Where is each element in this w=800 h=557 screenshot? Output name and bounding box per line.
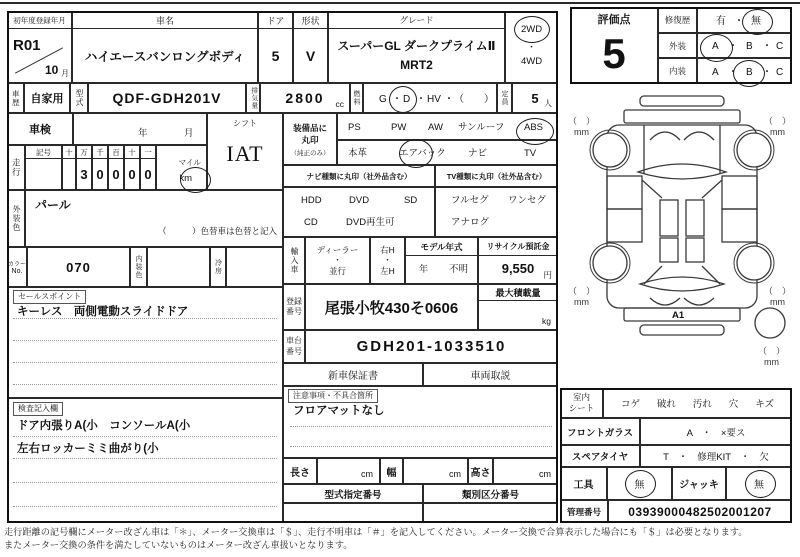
windshield bbox=[638, 164, 726, 179]
repair-history-label: 修復歴 bbox=[658, 7, 697, 33]
max-load-label: 最大積載量 bbox=[479, 285, 557, 301]
height-unit: cm bbox=[539, 469, 551, 479]
chassis-label-line2: 番号 bbox=[286, 346, 302, 356]
door-value: 5 bbox=[271, 47, 280, 64]
exterior-color-cell bbox=[25, 190, 283, 247]
int-b: B bbox=[746, 67, 753, 78]
seat-box-right bbox=[686, 200, 704, 236]
ext-b: B bbox=[746, 41, 753, 52]
fuel-hybrid: HV bbox=[427, 94, 441, 105]
chassis-label-line1: 車台 bbox=[286, 336, 302, 346]
sales-point-text: キーレス 両側電動スライドドア bbox=[17, 306, 189, 318]
rear-arcs bbox=[650, 298, 714, 305]
front-seat-arcs bbox=[650, 132, 714, 140]
ruled-line bbox=[13, 436, 277, 437]
wheel-rear-left bbox=[593, 246, 627, 280]
mm-paren-tr: （ ） bbox=[764, 116, 792, 126]
type-designation-value bbox=[283, 503, 423, 523]
km-label: km bbox=[179, 173, 192, 184]
shaken-year-label: 年 bbox=[138, 127, 148, 139]
displacement-unit: cc bbox=[335, 98, 344, 109]
mm-paren-br: （ ） bbox=[764, 286, 792, 296]
mm-paren-spare: （ ） bbox=[758, 346, 786, 356]
interior-grade-label: 内装 bbox=[658, 58, 697, 84]
int-dot1: ・ bbox=[728, 67, 738, 78]
digit-header: 十 bbox=[63, 146, 75, 159]
capacity-unit: 人 bbox=[544, 99, 552, 108]
max-load-cell bbox=[478, 284, 558, 330]
handle-cell bbox=[370, 237, 405, 284]
jack-label: ジャッキ bbox=[672, 467, 726, 500]
equip-ps: PS bbox=[348, 122, 361, 133]
score-cell bbox=[570, 7, 658, 84]
tv-type-header: TV種類に丸印（社外品含む） bbox=[435, 165, 558, 187]
left-panel-lower bbox=[607, 209, 642, 242]
grade-value-line1: スーパーGL ダークプライムⅡ bbox=[337, 38, 496, 53]
registration-no-label bbox=[283, 284, 305, 330]
import-dot: ・ bbox=[333, 255, 342, 266]
wheel-front-left bbox=[593, 133, 627, 167]
color-label-line1: カラー bbox=[8, 262, 27, 268]
grade-cell bbox=[328, 11, 505, 83]
displacement-label: 排気量 bbox=[246, 83, 260, 113]
digit-value: 0 bbox=[112, 166, 120, 182]
roof-bar bbox=[640, 96, 724, 106]
circle-mark-exterior-a bbox=[700, 34, 733, 62]
car-name-label: 車名 bbox=[73, 12, 257, 29]
shaken-label: 車検 bbox=[7, 113, 73, 145]
navi-dvd: DVD bbox=[349, 195, 370, 206]
ext-c: C bbox=[776, 41, 784, 52]
caution-text: フロアマットなし bbox=[293, 405, 385, 417]
ruled-line bbox=[13, 340, 277, 341]
ac-label: 冷房 bbox=[210, 247, 226, 287]
mileage-digit-col-100 bbox=[108, 145, 124, 190]
circle-mark-diesel bbox=[389, 86, 417, 113]
circle-mark-no-repair bbox=[742, 9, 773, 35]
right-panel-upper bbox=[722, 176, 757, 209]
circle-mark-interior-b bbox=[733, 60, 765, 87]
seat-label-cell bbox=[560, 388, 603, 418]
first-registration-cell bbox=[7, 11, 72, 83]
max-load-unit: kg bbox=[542, 315, 551, 326]
ruled-line bbox=[13, 458, 277, 459]
ruled-line bbox=[13, 318, 277, 319]
width-unit: cm bbox=[449, 469, 461, 479]
seat-box-left bbox=[660, 200, 678, 236]
circle-mark-abs bbox=[516, 118, 554, 145]
ruled-line bbox=[290, 446, 552, 447]
equip-abs: ABS bbox=[524, 122, 544, 133]
seat-item-scratch: キズ bbox=[755, 399, 775, 410]
seat-item-tear: 破れ bbox=[656, 399, 676, 410]
handle-left: 左H bbox=[380, 265, 395, 276]
mileage-symbol-label: 記号 bbox=[26, 146, 61, 159]
windshield-label: フロントガラス bbox=[560, 418, 640, 445]
wheel-rear-right bbox=[737, 246, 771, 280]
spare-tire bbox=[755, 308, 785, 338]
handle-right: 右H bbox=[380, 244, 395, 255]
digit-value: 0 bbox=[128, 166, 136, 182]
tv-type-items bbox=[435, 187, 558, 237]
equip-sunroof: サンルーフ bbox=[458, 122, 505, 133]
fuel-dot-1: ・ bbox=[392, 94, 402, 105]
car-name-cell bbox=[72, 11, 258, 83]
digit-header: 百 bbox=[109, 146, 123, 159]
seat-item-burn: コゲ bbox=[620, 399, 640, 410]
inspector-notes-block bbox=[7, 398, 283, 523]
capacity-cell bbox=[512, 83, 558, 113]
mgmt-no-label: 管理番号 bbox=[560, 500, 608, 523]
interior-lines-rear bbox=[644, 266, 720, 284]
length-label: 長さ bbox=[283, 458, 317, 484]
navi-hdd: HDD bbox=[301, 195, 322, 206]
repair-dot: ・ bbox=[734, 16, 744, 27]
tools-label: 工具 bbox=[560, 467, 607, 500]
shape-label: 形状 bbox=[294, 12, 327, 29]
caution-block bbox=[283, 386, 558, 458]
shape-value: V bbox=[305, 47, 316, 64]
int-c: C bbox=[776, 67, 784, 78]
equip-airbag: エアバック bbox=[399, 148, 446, 159]
mile-label: マイル bbox=[178, 158, 201, 167]
class-division-label: 類別区分番号 bbox=[423, 484, 558, 503]
drive-2wd: 2WD bbox=[520, 24, 543, 35]
shift-value: IAT bbox=[226, 141, 264, 166]
registration-no-value: 尾張小牧430そ0606 bbox=[305, 284, 478, 330]
shift-label: シフト bbox=[233, 118, 257, 128]
registration-month: 10 bbox=[45, 63, 59, 77]
rear-window bbox=[640, 277, 724, 291]
sales-point-block bbox=[7, 287, 283, 398]
color-no-label bbox=[7, 247, 27, 287]
mm-paren-bl: （ ） bbox=[568, 286, 596, 296]
seat-items-cell bbox=[603, 388, 792, 418]
circle-mark-jack-none bbox=[745, 470, 776, 498]
drive-dot: ・ bbox=[526, 42, 536, 52]
chassis-no-label bbox=[283, 330, 305, 363]
height-label: 高さ bbox=[468, 458, 493, 484]
chassis-no-value: GDH201-1033510 bbox=[305, 330, 558, 363]
fuel-label: 燃料 bbox=[350, 83, 363, 113]
wheel-front-right bbox=[737, 133, 771, 167]
color-no-value: 070 bbox=[27, 247, 130, 287]
capacity-value: 5 bbox=[531, 90, 539, 106]
fuel-diesel: D bbox=[403, 94, 411, 105]
circle-mark-airbag bbox=[399, 139, 433, 168]
seat-box-left2 bbox=[660, 238, 678, 262]
car-name-value: ハイエースバンロングボディ bbox=[84, 49, 246, 64]
color-change-note: （ ）色替車は色替と記入 bbox=[157, 225, 277, 236]
mileage-digit-col-100k bbox=[62, 145, 76, 190]
sales-point-label: セールスポイント bbox=[13, 290, 86, 304]
ruled-line bbox=[13, 506, 277, 507]
shape-cell bbox=[293, 11, 328, 83]
mm-label-tl: mm bbox=[574, 127, 589, 137]
left-panel-upper bbox=[607, 176, 642, 209]
reg-label-line2: 番号 bbox=[286, 307, 302, 316]
model-year-label: モデル年式 bbox=[406, 238, 477, 256]
equip-tv: TV bbox=[524, 148, 537, 159]
history-value: 自家用 bbox=[24, 83, 70, 113]
mileage-digit-col-1k bbox=[92, 145, 108, 190]
mgmt-no-value: 03939000482502001207 bbox=[608, 500, 792, 523]
seat-label-line1: 室内 bbox=[572, 391, 590, 402]
fuel-cell bbox=[363, 83, 497, 113]
vehicle-top-view-diagram bbox=[560, 86, 796, 386]
score-value: 5 bbox=[602, 30, 626, 77]
ruled-line bbox=[13, 384, 277, 385]
repair-yes: 有 bbox=[716, 16, 726, 27]
inspector-note-line1: ドア内張りA(小 コンソールA(小 bbox=[17, 420, 191, 432]
front-bumper bbox=[624, 110, 740, 123]
damage-mark-a1: A1 bbox=[672, 310, 685, 321]
capacity-label: 定員 bbox=[497, 83, 512, 113]
exterior-color-value: パール bbox=[35, 198, 71, 212]
digit-value: 3 bbox=[80, 166, 88, 182]
seat-label-line2: シート bbox=[568, 403, 595, 413]
exterior-grade-label: 外装 bbox=[658, 33, 697, 58]
navi-type-items bbox=[283, 187, 435, 237]
inspector-note-line2: 左右ロッカーミミ曲がり(小 bbox=[17, 443, 159, 455]
registration-year: R01 bbox=[13, 37, 41, 54]
spare-tire-label: スペアタイヤ bbox=[560, 445, 640, 467]
model-code-value: QDF-GDH201V bbox=[88, 83, 246, 113]
shaken-month-label: 月 bbox=[184, 127, 194, 139]
digit-header: 十 bbox=[125, 146, 139, 159]
ext-dot2: ・ bbox=[762, 41, 772, 52]
displacement-cell bbox=[260, 83, 350, 113]
color-label-line2: No. bbox=[11, 268, 23, 275]
model-code-label: 型式 bbox=[70, 83, 88, 113]
import-parallel: 並行 bbox=[328, 265, 346, 276]
fuel-dot-2: ・ bbox=[416, 94, 426, 105]
fuel-paren: （ ） bbox=[454, 94, 494, 105]
circle-mark-km bbox=[180, 167, 211, 193]
length-unit: cm bbox=[361, 469, 373, 479]
width-label: 幅 bbox=[380, 458, 403, 484]
digit-value: 0 bbox=[144, 166, 152, 182]
shift-cell bbox=[207, 113, 283, 190]
manual-cell: 車両取説 bbox=[423, 363, 558, 386]
mileage-label: 走行 bbox=[7, 145, 25, 190]
mm-label-tr: mm bbox=[770, 127, 785, 137]
seat-item-stain: 汚れ bbox=[692, 399, 712, 410]
equipment-label-cell bbox=[283, 113, 337, 165]
right-panel-lower bbox=[722, 209, 757, 242]
equip-navi: ナビ bbox=[468, 148, 488, 159]
warranty-book-cell: 新車保証書 bbox=[283, 363, 423, 386]
equip-leather: 本革 bbox=[348, 148, 368, 159]
equip-pw: PW bbox=[391, 122, 407, 133]
import-dealer-cell bbox=[305, 237, 370, 284]
int-a: A bbox=[712, 67, 719, 78]
type-designation-label: 型式指定番号 bbox=[283, 484, 423, 503]
import-label: 輸入車 bbox=[283, 237, 305, 284]
tv-fullseg: フルセグ bbox=[451, 195, 489, 206]
navi-dvd-play: DVD再生可 bbox=[346, 217, 395, 228]
circle-mark-tools-none bbox=[625, 470, 656, 498]
ruled-line bbox=[290, 426, 552, 427]
mileage-digit-col-10 bbox=[124, 145, 140, 190]
first-registration-label: 初年度登録年月 bbox=[8, 12, 71, 29]
spare-tire-value: T ・ 修理KIT ・ 欠 bbox=[640, 445, 792, 467]
recycle-fee-unit: 円 bbox=[543, 269, 552, 280]
displacement-value: 2800 bbox=[285, 90, 325, 106]
class-division-value bbox=[423, 503, 558, 523]
fuel-gasoline: G bbox=[379, 94, 387, 105]
mm-paren-tl: （ ） bbox=[568, 116, 596, 126]
ruled-line bbox=[13, 482, 277, 483]
grade-label: グレード bbox=[329, 12, 504, 29]
windshield-value: A ・ ×要ス bbox=[640, 418, 792, 445]
equipment-label: 装備品に丸印 bbox=[292, 122, 327, 145]
fuel-dot-3: ・ bbox=[444, 94, 454, 105]
exterior-color-label: 外装色 bbox=[7, 190, 25, 247]
import-dealer: ディーラー bbox=[316, 244, 359, 255]
seat-item-hole: 穴 bbox=[728, 399, 739, 410]
top-rule bbox=[0, 2, 800, 4]
history-label: 車歴 bbox=[7, 83, 24, 113]
score-label: 評価点 bbox=[597, 14, 631, 26]
equipment-sublabel: （純正のみ） bbox=[290, 149, 330, 157]
recycle-fee-cell bbox=[478, 237, 558, 284]
equip-aw: AW bbox=[428, 122, 443, 133]
recycle-fee-label: リサイクル預託金 bbox=[479, 238, 557, 256]
door-cell bbox=[258, 11, 293, 83]
drive-4wd: 4WD bbox=[520, 56, 543, 67]
mileage-digit-col-10k bbox=[76, 145, 92, 190]
inspector-notes-label: 検査記入欄 bbox=[13, 402, 63, 416]
ext-a: A bbox=[712, 41, 719, 52]
door-label: ドア bbox=[259, 12, 292, 29]
navi-sd: SD bbox=[404, 195, 418, 206]
ruled-line bbox=[13, 362, 277, 363]
handle-dot: ・ bbox=[383, 255, 392, 266]
ac-value bbox=[226, 247, 283, 287]
caution-label: 注意事項・不具合箇所 bbox=[288, 389, 378, 403]
width-value-cell bbox=[403, 458, 468, 484]
model-year-unknown: 不明 bbox=[448, 264, 468, 275]
digit-value: 0 bbox=[96, 166, 104, 182]
tv-oneseg: ワンセグ bbox=[508, 195, 547, 206]
digit-header: 一 bbox=[141, 146, 155, 159]
tv-analog: アナログ bbox=[451, 217, 490, 228]
footnote-line1: 走行距離の記号欄にメーター改ざん車は「＊」、メーター交換車は「＄」、走行不明車は「＃」を記入してください。メーター交換で合算表示した場合にも「＄」は必要となります。 bbox=[4, 527, 748, 537]
tools-value: 無 bbox=[607, 467, 672, 500]
mm-label-bl: mm bbox=[574, 297, 589, 307]
mileage-digit-col-1 bbox=[140, 145, 156, 190]
digit-header: 千 bbox=[93, 146, 107, 159]
interior-color-value bbox=[147, 247, 210, 287]
navi-cd: CD bbox=[304, 217, 318, 228]
recycle-fee-value: 9,550 bbox=[501, 260, 535, 276]
interior-color-label: 内装色 bbox=[130, 247, 147, 287]
seat-box-right2 bbox=[686, 238, 704, 262]
footnote-line2: またメーター交換の条件を満たしていないものはメーター改ざん車扱いとなります。 bbox=[4, 540, 353, 550]
grade-value-line2: MRT2 bbox=[400, 58, 433, 72]
equipment-row2 bbox=[337, 140, 558, 165]
mileage-symbol-col bbox=[25, 145, 62, 190]
digit-value bbox=[63, 159, 75, 189]
digit-header: 万 bbox=[77, 146, 91, 159]
jack-value: 無 bbox=[726, 467, 792, 500]
navi-type-header: ナビ種類に丸印（社外品含む） bbox=[283, 165, 435, 187]
interior-lines-front bbox=[642, 180, 722, 198]
mm-label-spare: mm bbox=[764, 357, 779, 367]
model-year-year: 年 bbox=[419, 264, 429, 274]
rear-bar bbox=[640, 325, 724, 335]
shaken-date-cell bbox=[73, 113, 207, 145]
model-year-cell bbox=[405, 237, 478, 284]
height-value-cell bbox=[493, 458, 558, 484]
ext-dot1: ・ bbox=[728, 41, 738, 52]
length-value-cell bbox=[317, 458, 380, 484]
month-suffix: 月 bbox=[61, 69, 69, 78]
circle-mark-2wd bbox=[514, 16, 550, 43]
reg-label-line1: 登録 bbox=[286, 296, 302, 306]
repair-no: 無 bbox=[751, 16, 761, 27]
mm-label-br: mm bbox=[770, 297, 785, 307]
int-dot2: ・ bbox=[762, 67, 772, 78]
